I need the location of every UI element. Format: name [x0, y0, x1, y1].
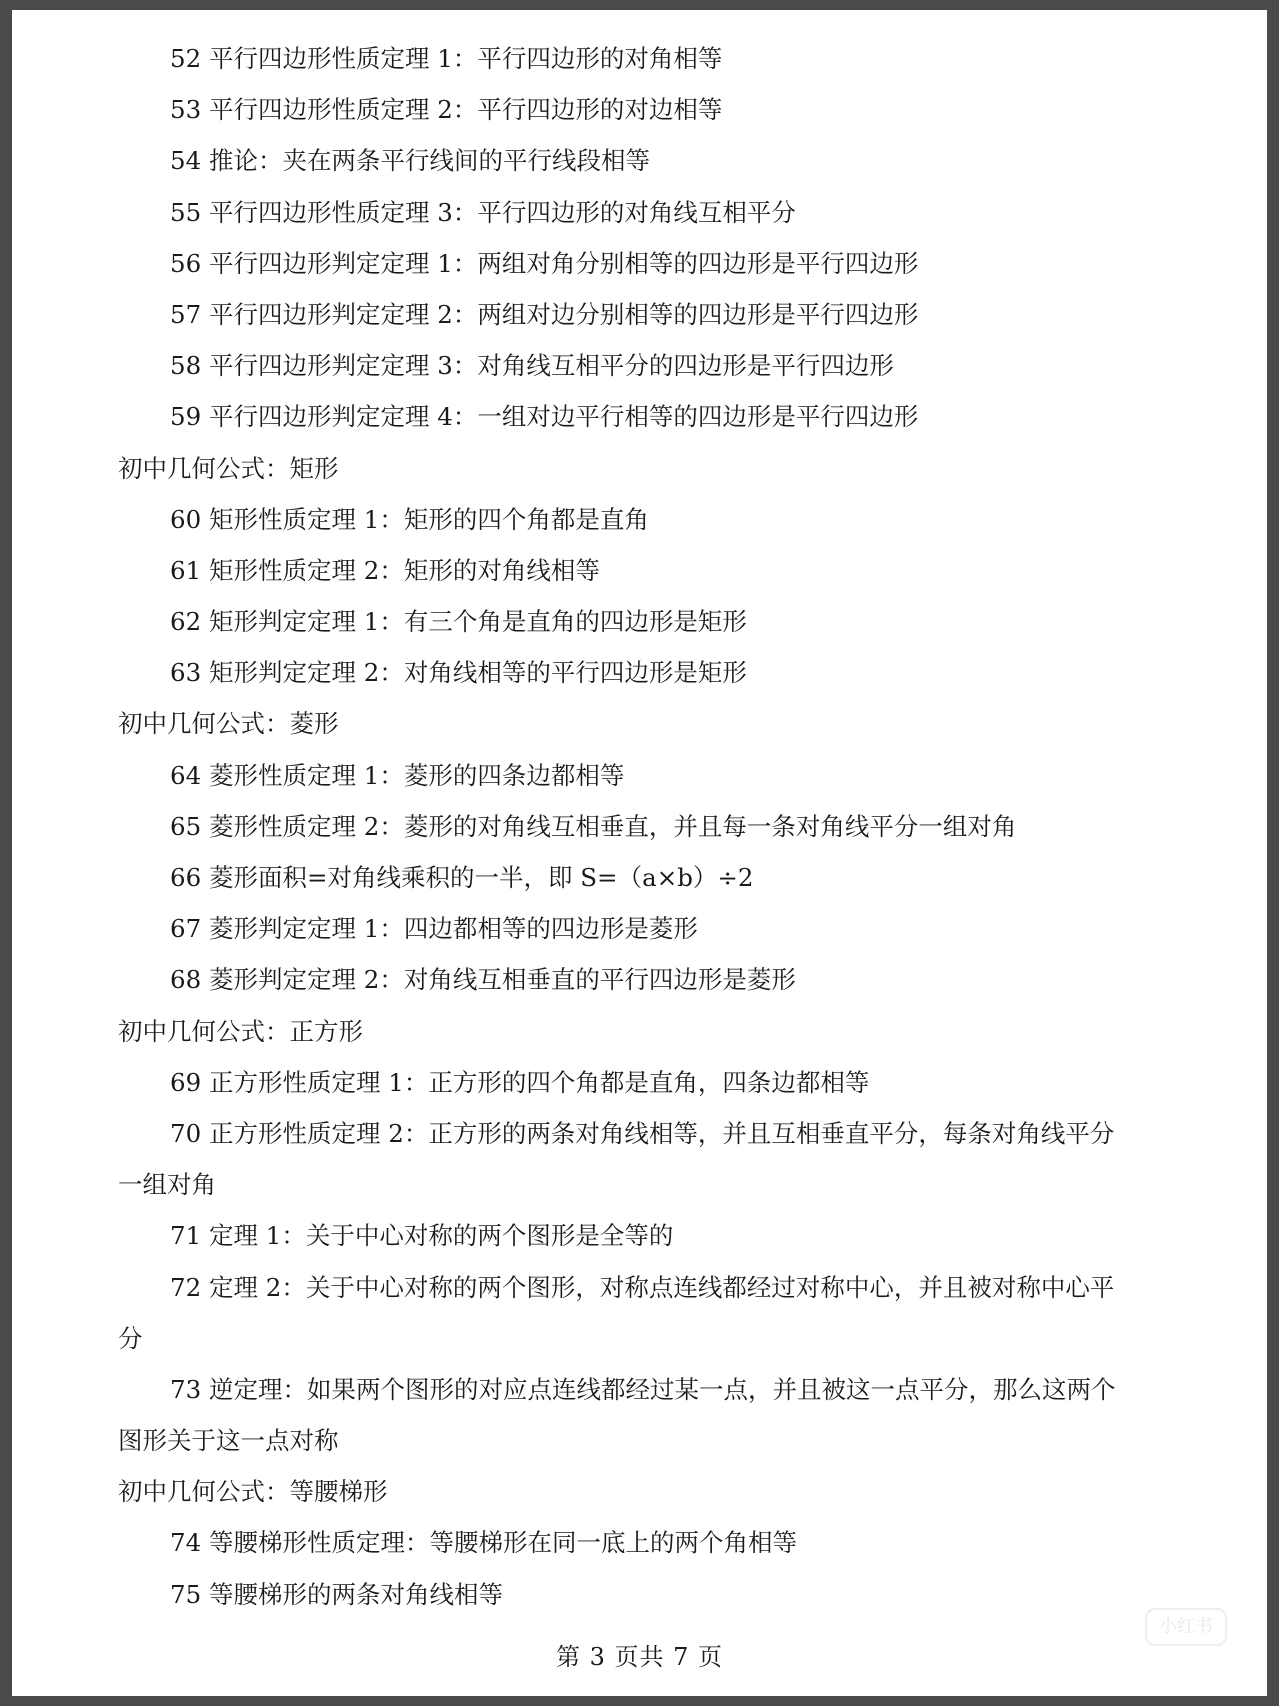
section-heading: 初中几何公式：矩形 — [118, 453, 339, 483]
theorem-continuation: 分 — [118, 1323, 143, 1353]
theorem-line: 66 菱形面积=对角线乘积的一半，即 S=（a×b）÷2 — [170, 863, 754, 892]
theorem-line: 63 矩形判定定理 2：对角线相等的平行四边形是矩形 — [170, 658, 747, 688]
section-heading: 初中几何公式：菱形 — [118, 709, 339, 739]
theorem-line: 62 矩形判定定理 1：有三个角是直角的四边形是矩形 — [170, 607, 747, 637]
page-footer: 第 3 页共 7 页 — [555, 1643, 724, 1671]
theorem-line: 53 平行四边形性质定理 2：平行四边形的对边相等 — [170, 95, 723, 125]
theorem-line: 57 平行四边形判定定理 2：两组对边分别相等的四边形是平行四边形 — [170, 299, 919, 329]
document-page — [12, 10, 1267, 1696]
watermark-logo: 小红书 — [1145, 1608, 1227, 1646]
theorem-line: 60 矩形性质定理 1：矩形的四个角都是直角 — [170, 504, 649, 534]
section-heading: 初中几何公式：正方形 — [118, 1016, 363, 1046]
theorem-line: 65 菱形性质定理 2：菱形的对角线互相垂直，并且每一条对角线平分一组对角 — [170, 811, 1017, 841]
theorem-line: 70 正方形性质定理 2：正方形的两条对角线相等，并且互相垂直平分，每条对角线平分 — [170, 1118, 1115, 1148]
document-body — [118, 33, 1198, 1620]
theorem-line: 71 定理 1：关于中心对称的两个图形是全等的 — [170, 1221, 674, 1251]
section-heading: 初中几何公式：等腰梯形 — [118, 1477, 388, 1507]
theorem-line: 72 定理 2：关于中心对称的两个图形，对称点连线都经过对称中心，并且被对称中心平 — [170, 1272, 1115, 1302]
theorem-line: 54 推论：夹在两条平行线间的平行线段相等 — [170, 146, 650, 176]
theorem-line: 58 平行四边形判定定理 3：对角线互相平分的四边形是平行四边形 — [170, 351, 894, 381]
theorem-line: 52 平行四边形性质定理 1：平行四边形的对角相等 — [170, 44, 723, 73]
theorem-line: 69 正方形性质定理 1：正方形的四个角都是直角，四条边都相等 — [170, 1067, 870, 1097]
theorem-continuation: 图形关于这一点对称 — [118, 1426, 339, 1456]
theorem-line: 74 等腰梯形性质定理：等腰梯形在同一底上的两个角相等 — [170, 1528, 797, 1558]
theorem-line: 56 平行四边形判定定理 1：两组对角分别相等的四边形是平行四边形 — [170, 248, 919, 278]
theorem-line: 73 逆定理：如果两个图形的对应点连线都经过某一点，并且被这一点平分，那么这两个 — [170, 1374, 1116, 1404]
theorem-line: 68 菱形判定定理 2：对角线互相垂直的平行四边形是菱形 — [170, 965, 796, 995]
theorem-line: 61 矩形性质定理 2：矩形的对角线相等 — [170, 555, 600, 585]
theorem-line: 75 等腰梯形的两条对角线相等 — [170, 1579, 503, 1609]
theorem-line: 55 平行四边形性质定理 3：平行四边形的对角线互相平分 — [170, 197, 796, 227]
theorem-line: 64 菱形性质定理 1：菱形的四条边都相等 — [170, 760, 625, 790]
theorem-line: 59 平行四边形判定定理 4：一组对边平行相等的四边形是平行四边形 — [170, 402, 919, 432]
theorem-line: 67 菱形判定定理 1：四边都相等的四边形是菱形 — [170, 914, 698, 944]
theorem-continuation: 一组对角 — [118, 1170, 216, 1200]
